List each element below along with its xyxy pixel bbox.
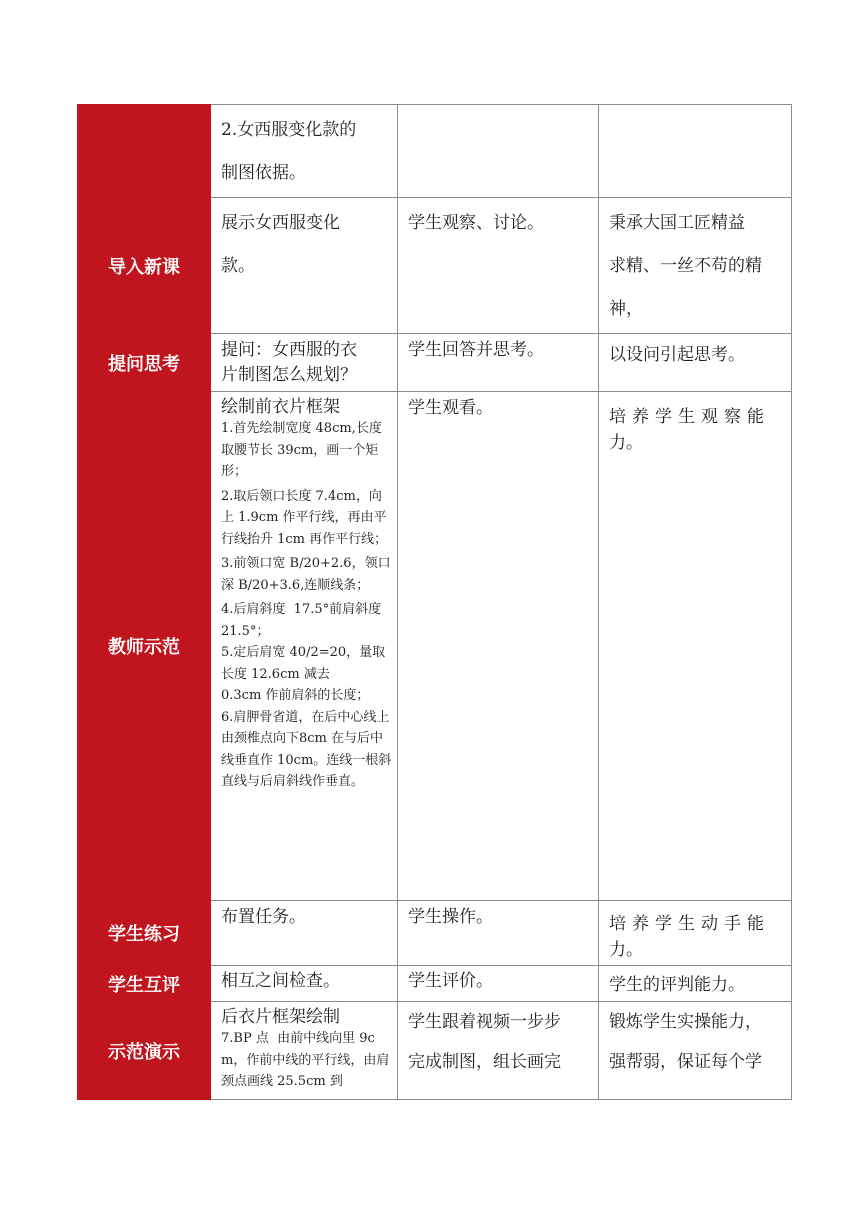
student-activity-cell: [398, 198, 599, 334]
demo-step: 1.首先绘制宽度 48cm,长度取腰节长 39cm，画一个矩形；: [221, 421, 382, 479]
intent-text: 学生的评判能力。: [609, 975, 745, 995]
teacher-activity-cell: [211, 392, 398, 901]
teacher-activity-cell: [211, 901, 398, 966]
text-line: 神，: [609, 299, 643, 319]
demo-step: 3.前领口宽 B/20+2.6，领口深 B/20+3.6,连顺线条；: [221, 556, 391, 593]
stage-label: 导入新课: [108, 256, 180, 278]
intent-text: 以设问引起思考。: [609, 345, 745, 365]
student-activity-cell: [398, 392, 599, 901]
text-line: 力。: [609, 940, 643, 960]
design-intent-cell: [599, 392, 792, 901]
table-row: [78, 334, 792, 392]
text-line: 提问：女西服的衣: [221, 340, 357, 360]
demo-step: 4.后肩斜度 17.5°前肩斜度 21.5°；: [221, 602, 386, 639]
teacher-activity-cell: [211, 198, 398, 334]
design-intent-cell: [599, 198, 792, 334]
student-activity-cell: [398, 334, 599, 392]
student-text: 学生评价。: [408, 971, 493, 991]
student-text: 学生回答并思考。: [408, 340, 544, 360]
stage-cell: [78, 392, 211, 901]
text-line: 完成制图，组长画完: [408, 1052, 561, 1072]
design-intent-cell: [599, 1002, 792, 1100]
text-line: 学生跟着视频一步步: [408, 1012, 561, 1032]
text-line: 力。: [609, 433, 643, 453]
text-line: 求精、一丝不苟的精: [609, 256, 762, 276]
table-row: [78, 1002, 792, 1100]
student-activity-cell: [398, 1002, 599, 1100]
design-intent-cell: [599, 105, 792, 198]
design-intent-cell: [599, 334, 792, 392]
demo-title: 后衣片框架绘制: [221, 1007, 340, 1027]
stage-cell: [78, 1002, 211, 1100]
stage-label: 教师示范: [108, 637, 180, 658]
student-text: 学生观看。: [408, 398, 493, 418]
text-line: 培养学生观察能: [609, 407, 770, 427]
stage-cell: [78, 198, 211, 334]
table-row: [78, 966, 792, 1002]
demo-step: 2.取后领口长度 7.4cm，向上 1.9cm 作平行线，再由平行线抬升 1cm 再作平行线；: [221, 488, 388, 547]
stage-label: 学生互评: [108, 974, 180, 996]
student-text: 学生操作。: [408, 907, 493, 927]
table-row: [78, 198, 792, 334]
student-activity-cell: [398, 901, 599, 966]
teacher-activity-cell: [211, 966, 398, 1002]
table-row: [78, 392, 792, 901]
table-row: [78, 901, 792, 966]
demo-step: 7.BP 点 由前中线向里 9cm，作前中线的平行线，由肩颈点画线 25.5cm 到: [221, 1031, 390, 1089]
stage-label: 示范演示: [108, 1041, 180, 1063]
demo-title: 绘制前衣片框架: [221, 397, 340, 417]
text-line: 款。: [221, 256, 255, 276]
teacher-activity-cell: [211, 105, 398, 198]
text-line: 制图依据。: [221, 163, 306, 183]
text-line: 2.女西服变化款的: [221, 120, 357, 140]
demo-step: 5.定后肩宽 40/2=20，量取长度 12.6cm 减去 0.3cm 作前肩斜的长度； 6.肩胛骨省道，在后中心线上由颈椎点向下8cm 在与后中线垂直作 10cm。连线一根斜直线与后肩斜线作垂直。: [221, 645, 392, 789]
text-line: 秉承大国工匠精益: [609, 213, 745, 233]
student-activity-cell: [398, 105, 599, 198]
teacher-activity-cell: [211, 1002, 398, 1100]
teacher-text: 相互之间检查。: [221, 971, 340, 991]
stage-cell: [78, 901, 211, 966]
text-line: 片制图怎么规划？: [221, 365, 357, 385]
teacher-activity-cell: [211, 334, 398, 392]
stage-cell: [78, 105, 211, 198]
stage-label: 学生练习: [108, 924, 180, 945]
teacher-text: 布置任务。: [221, 907, 306, 927]
student-text: 学生观察、讨论。: [408, 213, 544, 233]
design-intent-cell: [599, 966, 792, 1002]
text-line: 培养学生动手能: [609, 914, 770, 934]
stage-label: 提问思考: [108, 353, 180, 375]
table-row: [78, 105, 792, 198]
lesson-plan-table: [77, 104, 792, 1100]
text-line: 锻炼学生实操能力，: [609, 1012, 762, 1032]
student-activity-cell: [398, 966, 599, 1002]
text-line: 强帮弱，保证每个学: [609, 1052, 762, 1072]
text-line: 展示女西服变化: [221, 213, 340, 233]
stage-cell: [78, 966, 211, 1002]
stage-cell: [78, 334, 211, 392]
design-intent-cell: [599, 901, 792, 966]
